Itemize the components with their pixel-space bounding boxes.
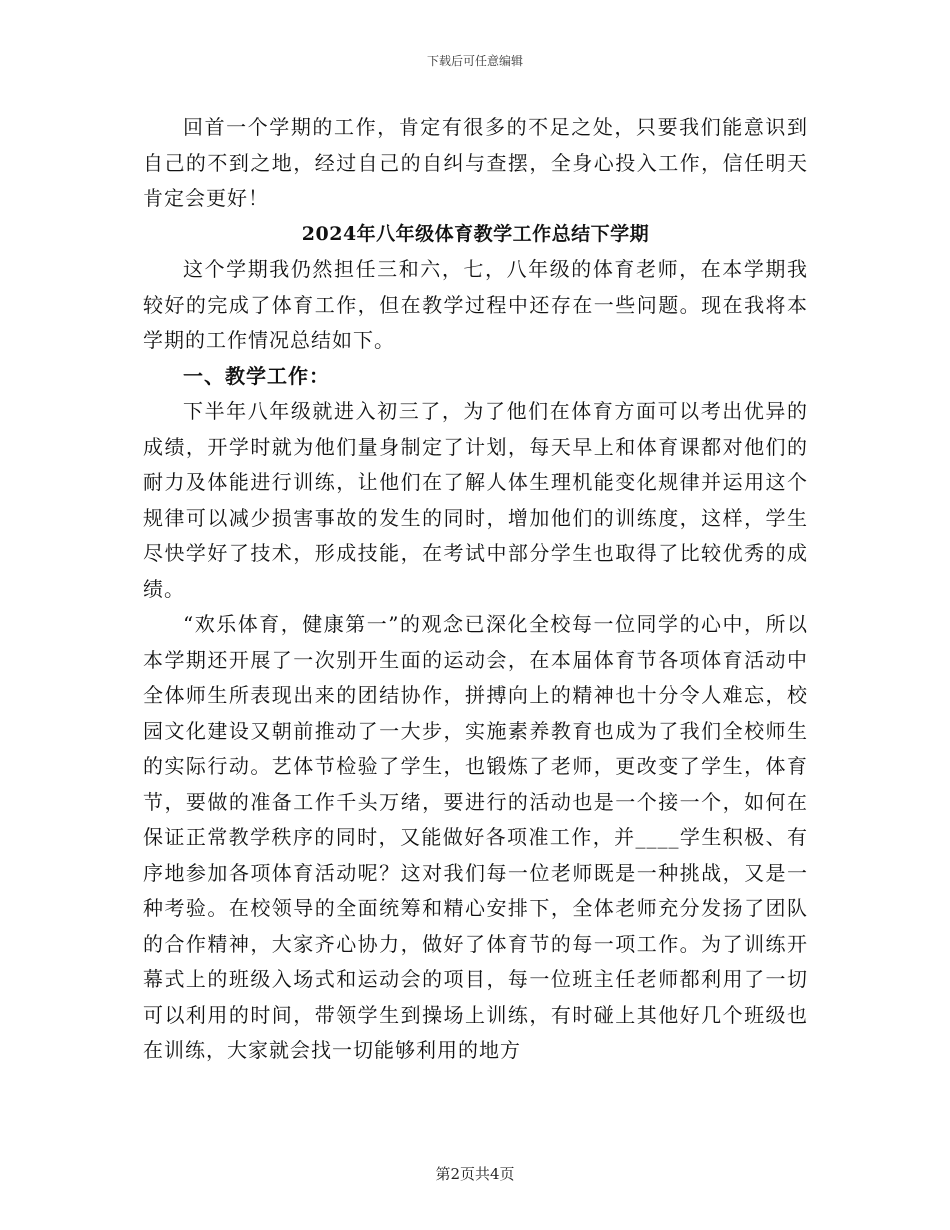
page-header: 下载后可任意编辑: [426, 54, 523, 68]
document-title: 2024年八年级体育教学工作总结下学期: [301, 222, 650, 245]
paragraph-1: 这个学期我仍然担任三和六，七，八年级的体育老师，在本学期我较好的完成了体育工作，但在教学过程中还存在一些问题。现在我将本学期的工作情况总结如下。: [143, 257, 808, 352]
intro-paragraph: 回首一个学期的工作，肯定有很多的不足之处，只要我们能意识到自己的不到之地，经过自己的自纠与查摆，全身心投入工作，信任明天肯定会更好！: [143, 115, 808, 210]
page-number-footer: 第2页共4页: [435, 1165, 515, 1183]
document-body: [143, 110, 808, 1069]
paragraph-2: 下半年八年级就进入初三了，为了他们在体育方面可以考出优异的成绩，开学时就为他们量身制定了计划，每天早上和体育课都对他们的耐力及体能进行训练，让他们在了解人体生理机能变化规律并运用这个规律可以减少损害事故的发生的同时，增加他们的训练度，这样，学生尽快学好了技术，形成技能，在考试中部分学生也取得了比较优秀的成绩。: [143, 399, 808, 601]
section-heading-teaching: 一、教学工作：: [183, 363, 330, 388]
paragraph-3: “欢乐体育，健康第一”的观念已深化全校每一位同学的心中，所以本学期还开展了一次别开生面的运动会，在本届体育节各项体育活动中全体师生所表现出来的团结协作，拼搏向上的精神也十分令人难忘，校园文化建设又朝前推动了一大步，实施素养教育也成为了我们全校师生的实际行动。艺体节检验了学生，也锻炼了老师，更改变了学生，体育节，要做的准备工作千头万绪，要进行的活动也是一个接一个，如何在保证正常教学秩序的同时，又能做好各项准工作，并____学生积极、有序地参加各项体育活动呢？这对我们每一位老师既是一种挑战，又是一种考验。在校领导的全面统筹和精心安排下，全体老师充分发扬了团队的合作精神，大家齐心协力，做好了体育节的每一项工作。为了训练开幕式上的班级入场式和运动会的项目，每一位班主任老师都利用了一切可以利用的时间，带领学生到操场上训练，有时碰上其他好几个班级也在训练，大家就会找一切能够利用的地方: [143, 612, 808, 1062]
